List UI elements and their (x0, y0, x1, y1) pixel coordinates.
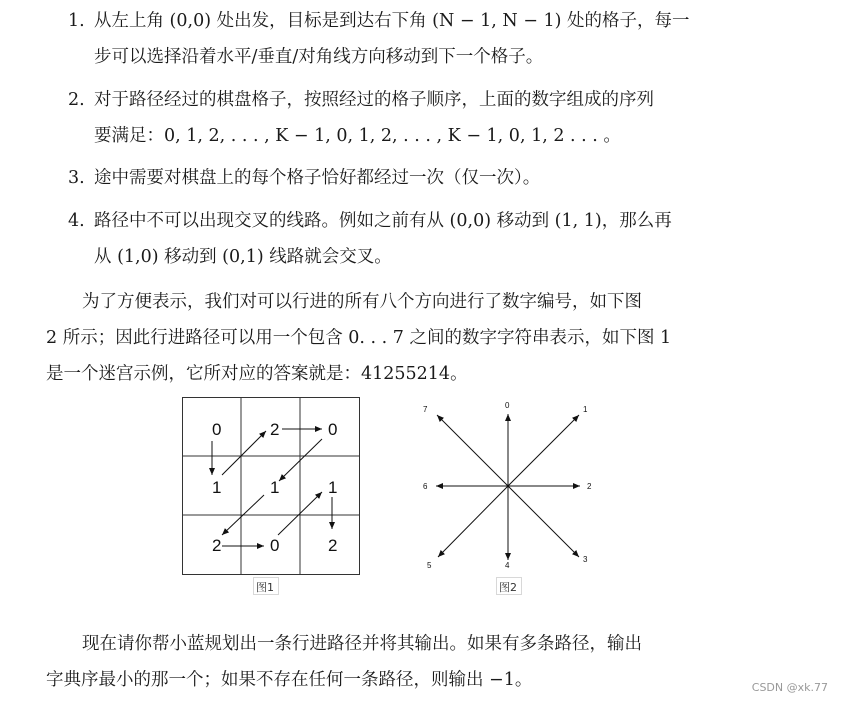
rule-text-line: 要满足：0, 1, 2, . . . , K − 1, 0, 1, 2, . . . , K − 1, 0, 1, 2 . . . 。 (94, 126, 621, 146)
paragraph-line: 现在请你帮小蓝规划出一条行进路径并将其输出。如果有多条路径，输出 (82, 634, 642, 654)
paragraph-line: 2 所示；因此行进路径可以用一个包含 0. . . 7 之间的数字字符串表示，如下图 1 (46, 328, 672, 348)
maze-cell-2-2: 2 (328, 536, 338, 555)
direction-arrow-1 (508, 415, 579, 486)
direction-arrow-7 (437, 415, 508, 486)
figure-1-maze (182, 397, 360, 575)
maze-cell-0-2: 0 (328, 420, 338, 439)
direction-arrow-3 (508, 486, 579, 557)
direction-label-2: 2 (587, 482, 592, 491)
rule-number: 2. (68, 90, 85, 110)
maze-cell-1-0: 1 (212, 478, 222, 497)
figure-2-caption: 图2 (499, 581, 517, 594)
rule-number: 1. (68, 11, 85, 31)
rule-text-line: 路径中不可以出现交叉的线路。例如之前有从 (0,0) 移动到 (1, 1)，那么再 (94, 211, 672, 231)
rule-text-line: 对于路径经过的棋盘格子，按照经过的格子顺序，上面的数字组成的序列 (94, 90, 654, 110)
paragraph-line: 是一个迷宫示例，它所对应的答案就是：41255214。 (46, 364, 468, 384)
maze-cell-2-0: 2 (212, 536, 222, 555)
rule-text-line: 途中需要对棋盘上的每个格子恰好都经过一次（仅一次）。 (94, 168, 541, 188)
maze-cell-1-1: 1 (270, 478, 280, 497)
paragraph-task (46, 626, 642, 698)
rule-text-line: 步可以选择沿着水平/垂直/对角线方向移动到下一个格子。 (94, 47, 544, 67)
csdn-watermark: CSDN @xk.77 (751, 681, 828, 694)
maze-cell-2-1: 0 (270, 536, 280, 555)
rule-text-line: 从左上角 (0,0) 处出发，目标是到达右下角 (N − 1, N − 1) 处的格子，每一 (94, 11, 690, 31)
direction-arrow-5 (438, 486, 508, 557)
maze-cell-0-1: 2 (270, 420, 280, 439)
direction-label-7: 7 (423, 405, 428, 414)
figure-1-caption: 图1 (256, 581, 274, 594)
maze-cell-1-2: 1 (328, 478, 338, 497)
direction-label-4: 4 (505, 561, 510, 570)
direction-label-1: 1 (583, 405, 588, 414)
rule-text-line: 从 (1,0) 移动到 (0,1) 线路就会交叉。 (94, 247, 392, 267)
direction-label-5: 5 (427, 561, 432, 570)
paragraph-line: 为了方便表示，我们对可以行进的所有八个方向进行了数字编号，如下图 (82, 292, 642, 312)
maze-cell-0-0: 0 (212, 420, 222, 439)
maze-path-arrow (222, 431, 266, 475)
rule-number: 3. (68, 168, 85, 188)
rule-number: 4. (68, 211, 85, 231)
figure-2-directions (416, 400, 598, 575)
direction-label-0: 0 (505, 401, 510, 410)
paragraph-line: 字典序最小的那一个；如果不存在任何一条路径，则输出 −1。 (46, 670, 533, 690)
paragraph-directions (46, 284, 671, 392)
direction-label-3: 3 (583, 555, 588, 564)
direction-label-6: 6 (423, 482, 428, 491)
